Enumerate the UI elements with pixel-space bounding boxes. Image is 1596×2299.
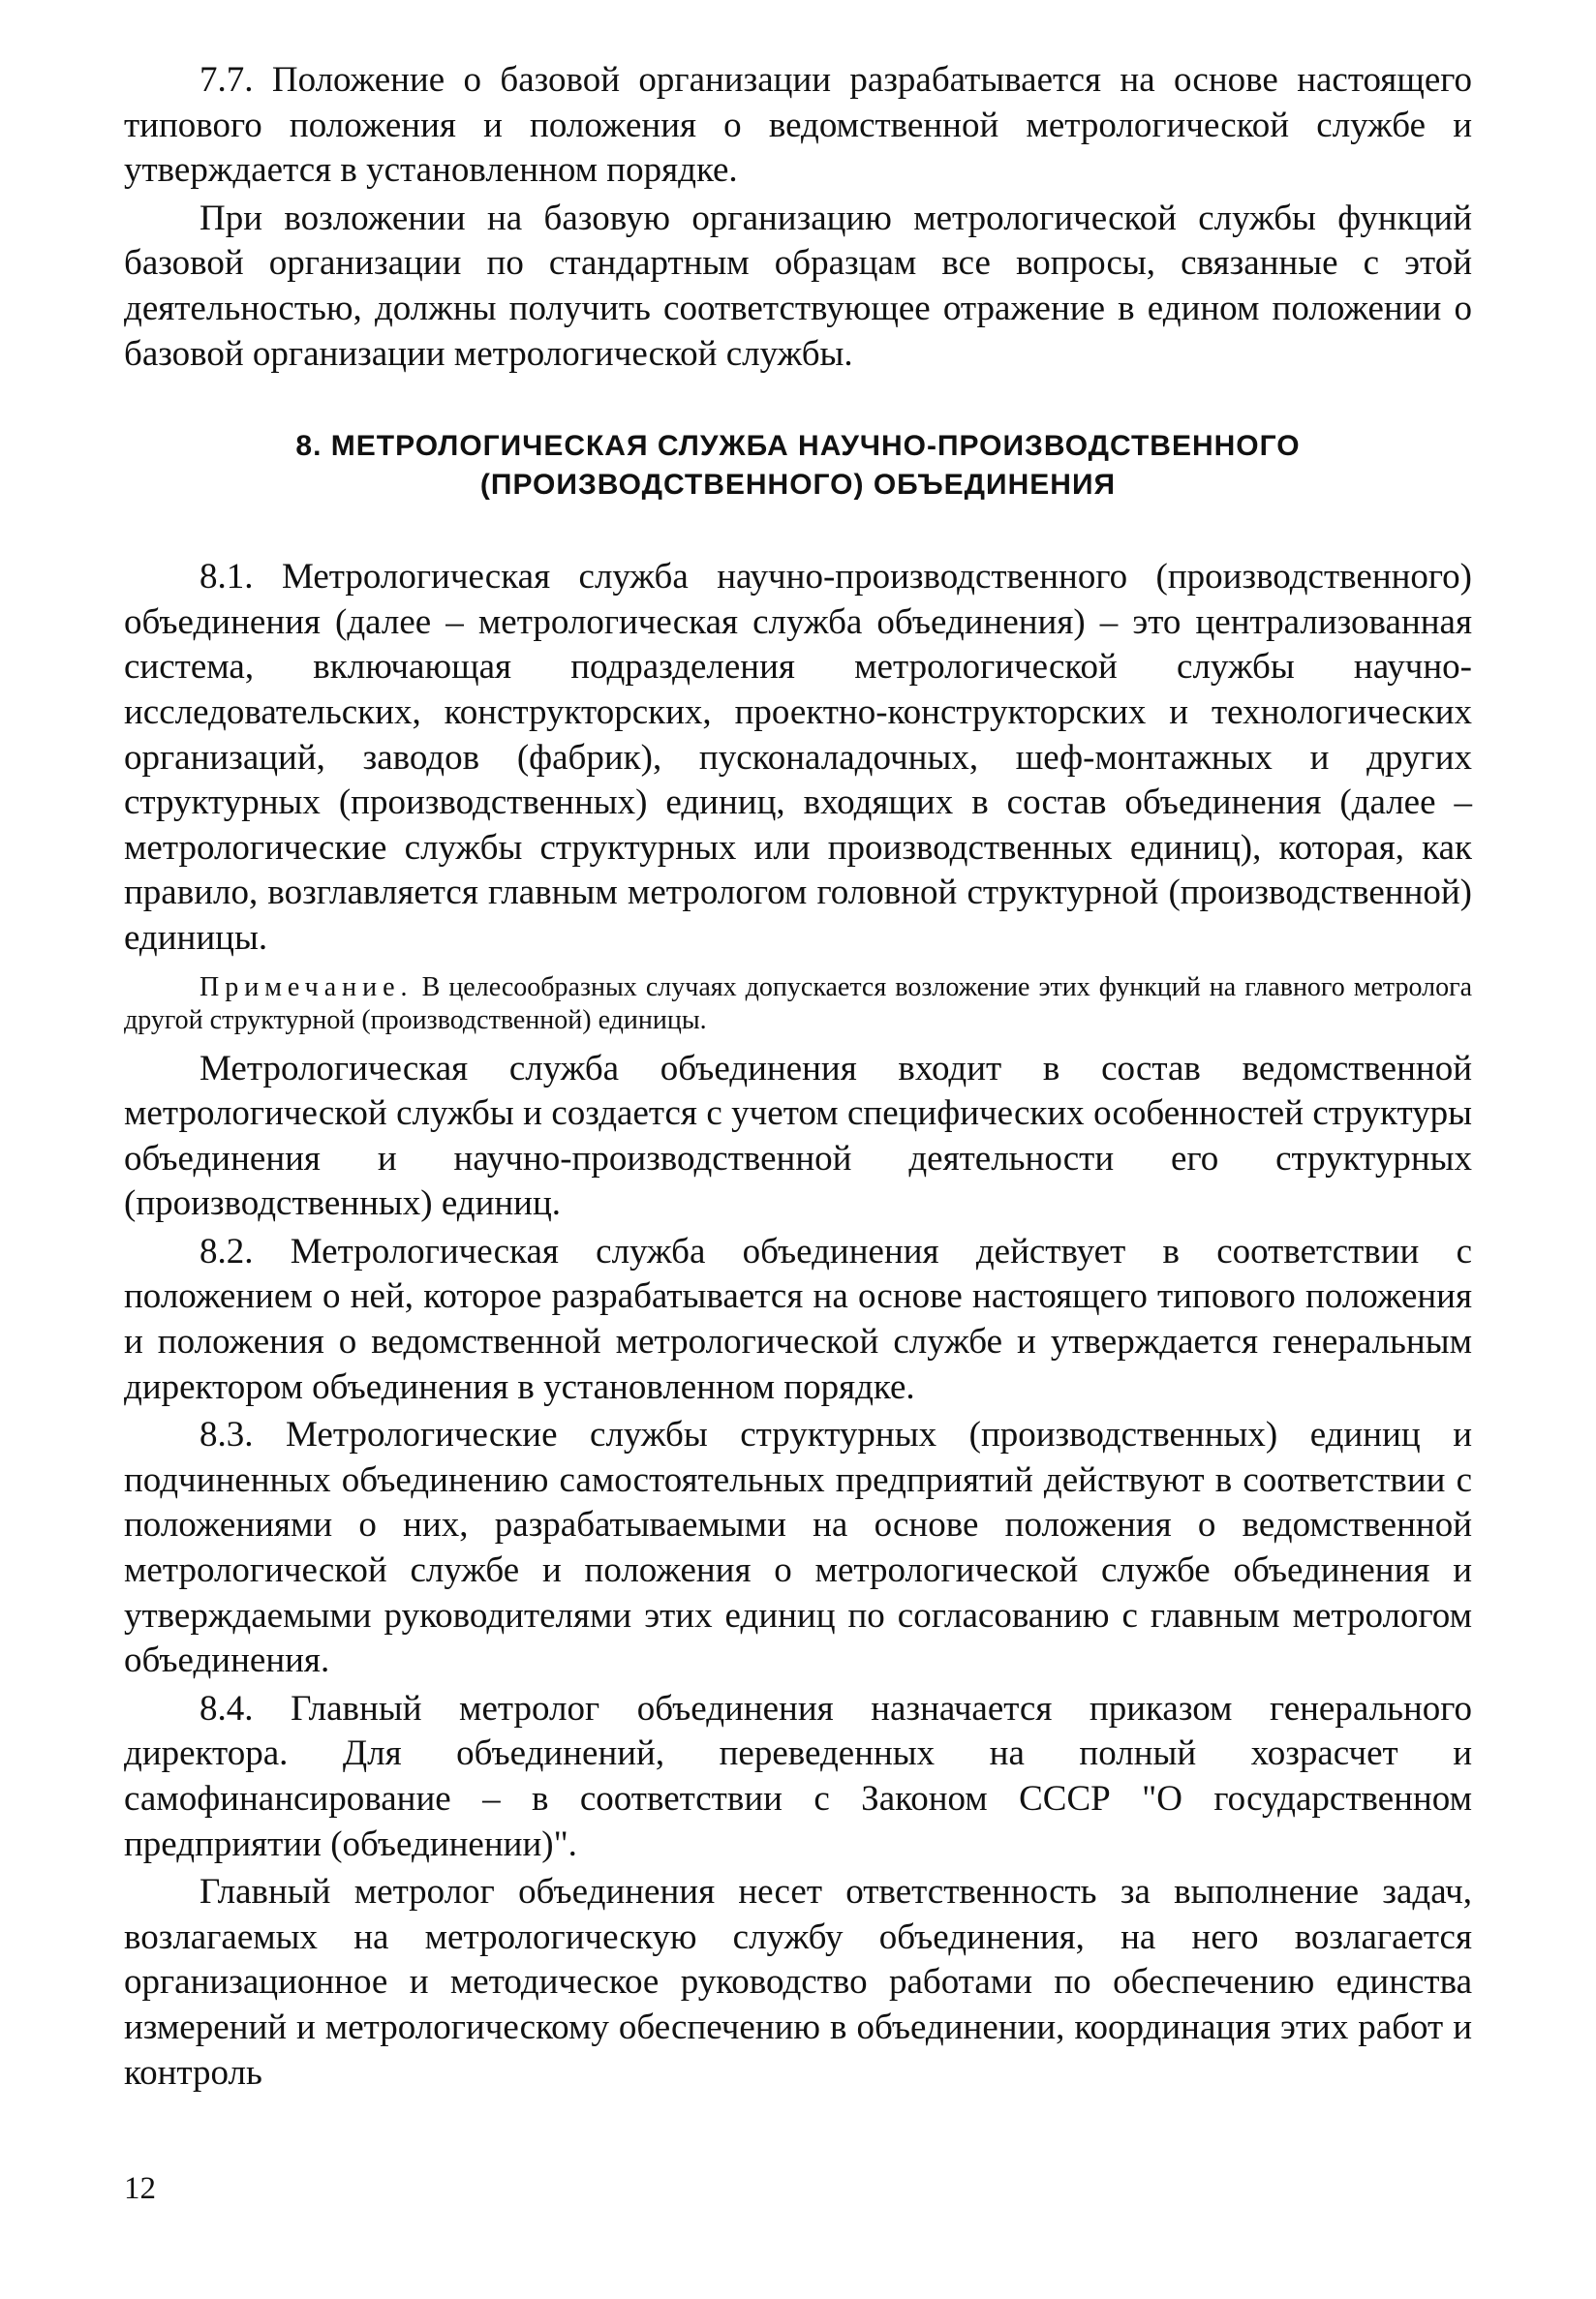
paragraph-service-composition: Метрологическая служба объединения входит в состав ведомственной метрологической службы и создается с учетом специфических особенностей структуры объединения и научно-производственной деятельности его структурных (производственных) единиц. (124, 1048, 1472, 1224)
paragraph-8-2: 8.2. Метрологическая служба объединения действует в соответствии с положением о ней, которое разрабатывается на основе настоящего типового положения и положения о ведомственной метрологической службе и утверждается генеральным директором объединения в установленном порядке. (124, 1231, 1472, 1407)
note-text: В целесообразных случаях допускается возложение этих функций на главного метролога другой структурной (производственной) единицы. (124, 971, 1472, 1035)
section-heading-line-2: (ПРОИЗВОДСТВЕННОГО) ОБЪЕДИНЕНИЯ (479, 469, 1117, 502)
note (124, 971, 1472, 1037)
section-heading-line-1: 8. МЕТРОЛОГИЧЕСКАЯ СЛУЖБА НАУЧНО-ПРОИЗВОДСТВЕННОГО (295, 430, 1301, 463)
document-page (124, 58, 1472, 2099)
paragraph-chief-metrologist-responsibility: Главный метролог объединения несет ответственность за выполнение задач, возлагаемых на метрологическую службу объединения, на него возлагается организационное и методическое руководство работами по обеспечению единства измерений и метрологическому обеспечению в объединении, координация этих работ и контроль (124, 1872, 1472, 2093)
paragraph-base-org-standards: При возложении на базовую организацию метрологической службы функций базовой организации по стандартным образцам все вопросы, связанные с этой деятельностью, должны получить соответствующее отражение в едином положении о базовой организации метрологической службы. (124, 198, 1472, 374)
section-heading (124, 427, 1472, 505)
paragraph-8-1: 8.1. Метрологическая служба научно-производственного (производственного) объединения (далее – метрологическая служба объединения) – это централизованная система, включающая подразделения метрологической службы научно-исследовательских, конструкторских, проектно-конструкторских и технологических организаций, заводов (фабрик), пусконаладочных, шеф-монтажных и других структурных (производственных) единиц, входящих в состав объединения (далее – метрологические службы структурных или производственных единиц), которая, как правило, возглавляется главным метрологом головной структурной (производственной) единицы. (124, 557, 1472, 958)
page-number: 12 (124, 2171, 156, 2206)
paragraph-7-7: 7.7. Положение о базовой организации разрабатывается на основе настоящего типового положения и положения о ведомственной метрологической службе и утверждается в установленном порядке. (124, 60, 1472, 191)
paragraph-8-4: 8.4. Главный метролог объединения назначается приказом генерального директора. Для объединений, переведенных на полный хозрасчет и самофинансирование – в соответствии с Законом СССР "О государственном предприятии (объединении)". (124, 1688, 1472, 1864)
paragraph-8-3: 8.3. Метрологические службы структурных (производственных) единиц и подчиненных объединению самостоятельных предприятий действуют в соответствии с положениями о них, разрабатываемыми на основе положения о ведомственной метрологической службе и положения о метрологической службе объединения и утверждаемыми руководителями этих единиц по согласованию с главным метрологом объединения. (124, 1415, 1472, 1681)
note-label: Примечание. (200, 971, 414, 1002)
